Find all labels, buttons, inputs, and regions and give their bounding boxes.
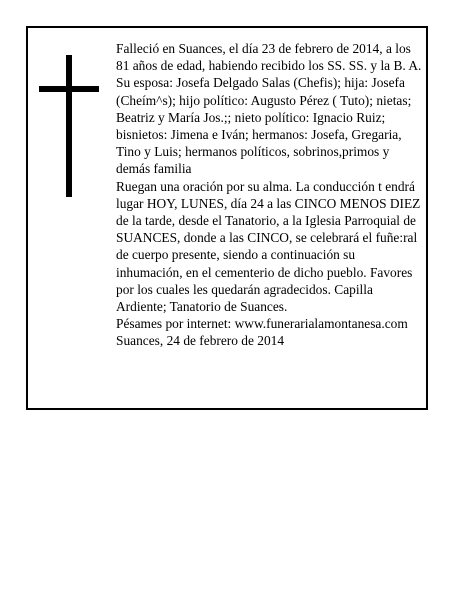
obituary-notice bbox=[26, 26, 428, 410]
cross-horizontal-bar bbox=[39, 86, 99, 92]
family-list: Su esposa: Josefa Delgado Salas (Chefis); hija: Josefa (Cheím^s); hijo político: Augusto Pérez ( Tuto); nietas; Beatriz y María Jos.;; nieto político: Ignacio Ruiz; bisnietos: Jimena e Iván; hermanos: Josefa, Gregaria, Tino y Luis; hermanos políticos, sobrinos,primos y demás familia bbox=[116, 75, 412, 177]
funeral-details: Ruegan una oración por su alma. La conducción t endrá lugar HOY, LUNES, día 24 a las CINCO MENOS DIEZ de la tarde, desde el Tanatorio, a la Iglesia Parroquial de SUANCES, donde a las CINCO, se celebrará el fuñe:ral de cuerpo presente, siendo a continuación su inhumación, en el cementerio de dicho pueblo. Favores por los cuales les quedarán agradecidos. Capilla Ardiente; Tanatorio de Suances. bbox=[116, 178, 421, 315]
cross-icon bbox=[39, 55, 99, 197]
cross-vertical-bar bbox=[66, 55, 72, 197]
notice-text bbox=[116, 40, 424, 350]
place-and-date: Suances, 24 de febrero de 2014 bbox=[116, 333, 285, 349]
death-announcement: Falleció en Suances, el día 23 de febrero de 2014, a los 81 años de edad, habiendo recibido los SS. SS. y la B. A. bbox=[116, 41, 422, 74]
condolences-website: Pésames por internet: www.funerarialamontanesa.com bbox=[116, 316, 408, 332]
